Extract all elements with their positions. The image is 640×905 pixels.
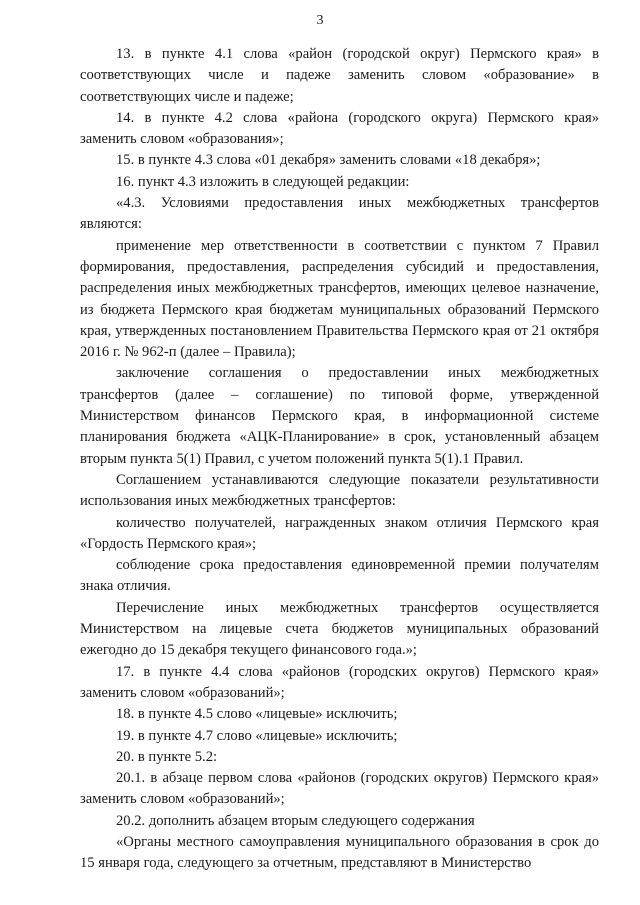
paragraph: 17. в пункте 4.4 слова «районов (городских округов) Пермского края» заменить словом «образований»; (80, 663, 599, 701)
paragraph: 16. пункт 4.3 изложить в следующей редакции: (116, 173, 410, 190)
paragraph: 20. в пункте 5.2: (116, 748, 218, 765)
page-number: 3 (316, 13, 324, 28)
paragraph: 15. в пункте 4.3 слова «01 декабря» заменить словами «18 декабря»; (116, 152, 541, 169)
paragraph: заключение соглашения о предоставлении иных межбюджетных трансфертов (далее – соглашение) по типовой форме, утвержденной Министерством финансов Пермского края, в информационной системе планирования бюджета «АЦК-Планирование» в срок, установленный абзацем вторым пункта 5(1) Правил, с учетом положений пункта 5(1).1 Правил. (80, 365, 599, 467)
paragraph: соблюдение срока предоставления единовременной премии получателям знака отличия. (80, 557, 599, 595)
paragraph: количество получателей, награжденных знаком отличия Пермского края «Гордость Пермского края»; (80, 514, 599, 552)
paragraph: 14. в пункте 4.2 слова «района (городского округа) Пермского края» заменить словом «образования»; (80, 109, 599, 148)
paragraph: применение мер ответственности в соответствии с пунктом 7 Правил формирования, предоставления, распределения субсидий и предоставления, распределения иных межбюджетных трансфертов, имеющих целевое назначение, из бюджета Пермского края бюджетам муниципальных образований Пермского края, утвержденных постановлением Правительства Пермского края от 21 октября 2016 г. № 962-п (далее – Правила); (80, 237, 599, 361)
paragraph: «Органы местного самоуправления муниципального образования в срок до 15 января года, следующего за отчетным, представляют в Министерство (80, 833, 599, 872)
paragraph: 20.1. в абзаце первом слова «районов (городских округов) Пермского края» заменить словом «образований»; (80, 770, 599, 808)
paragraph: 18. в пункте 4.5 слово «лицевые» исключить; (116, 706, 398, 723)
paragraph: Соглашением устанавливаются следующие показатели результативности использования иных межбюджетных трансфертов: (80, 471, 599, 510)
paragraph: «4.3. Условиями предоставления иных межбюджетных трансфертов являются: (80, 195, 599, 233)
paragraph: 19. в пункте 4.7 слово «лицевые» исключить; (116, 727, 398, 744)
document-body (80, 44, 599, 875)
paragraph: Перечисление иных межбюджетных трансфертов осуществляется Министерством на лицевые счета бюджетов муниципальных образований ежегодно до 15 декабря текущего финансового года.»; (80, 599, 599, 659)
paragraph: 13. в пункте 4.1 слова «район (городской округ) Пермского края» в соответствующих числе и падеже заменить словом «образование» в соответствующих числе и падеже; (80, 46, 599, 105)
paragraph: 20.2. дополнить абзацем вторым следующего содержания (116, 812, 475, 829)
